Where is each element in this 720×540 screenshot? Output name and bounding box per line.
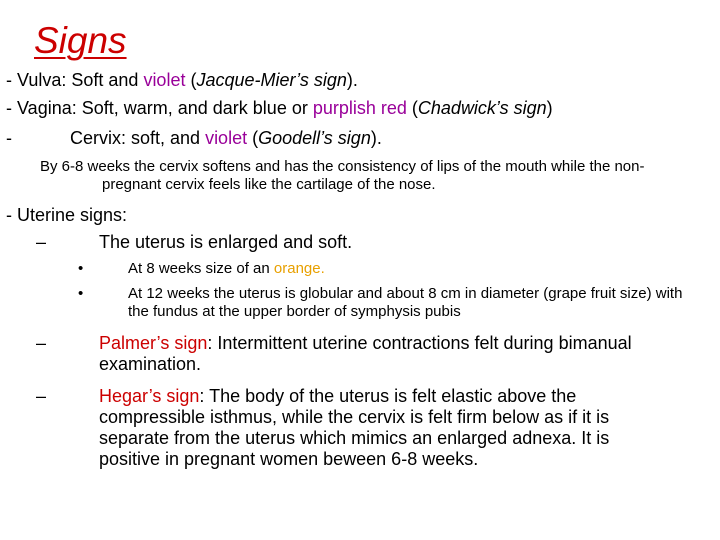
page-title: Signs (34, 20, 127, 61)
vagina-text-paren: ( (406, 98, 418, 118)
cervix-bullet: - (6, 128, 12, 148)
vulva-text: Vulva: Soft and (17, 70, 144, 90)
cervix-text-paren: ( (247, 128, 259, 148)
vulva-text-end: ). (346, 70, 358, 90)
hegar-dash: – (36, 386, 47, 406)
palmer-dash: – (36, 333, 47, 353)
vulva-color-highlight: violet (143, 70, 186, 90)
hegar-text: : The body of the uterus is felt elastic above the compressible isthmus, while the cervix is felt firm below as if it is separate from the uterus which mimics an enlarged adnexa. It is positive in pregnant women beween 6-8 weeks. (99, 386, 610, 469)
bullet-dash: - (6, 70, 12, 90)
uterine-bullet-2: At 12 weeks the uterus is globular and about 8 cm in diameter (grape fruit size) with the fundus at the upper border of symphysis pubis (128, 285, 683, 320)
cervix-sign-name: Goodell’s sign (258, 128, 371, 148)
uterine-sub: The uterus is enlarged and soft. (99, 232, 353, 252)
cervix-text-end: ). (370, 128, 382, 148)
uterine-heading: - Uterine signs: (6, 205, 128, 225)
uterine-bullet-1 (128, 260, 325, 278)
hegar-sign-name: Hegar’s sign (99, 386, 200, 406)
cervix-color-highlight: violet (205, 128, 248, 148)
vagina-color-highlight: purplish red (312, 98, 407, 118)
vagina-text: Vagina: Soft, warm, and dark blue or (17, 98, 313, 118)
vagina-line (6, 98, 553, 119)
hegar-paragraph (99, 386, 669, 470)
cervix-line (70, 128, 382, 149)
vulva-text-paren: ( (185, 70, 197, 90)
bullet-dash: - (6, 98, 12, 118)
palmer-sign-name: Palmer’s sign (99, 333, 208, 353)
palmer-text: : Intermittent uterine contractions felt during bimanual examination. (99, 333, 632, 374)
vagina-text-end: ) (546, 98, 553, 118)
vagina-sign-name: Chadwick’s sign (417, 98, 547, 118)
cervix-text: Cervix: soft, and (70, 128, 206, 148)
vulva-sign-name: Jacque-Mier’s sign (196, 70, 347, 90)
palmer-paragraph (99, 333, 699, 375)
orange-highlight: orange. (273, 260, 325, 277)
bullet1-text: At 8 weeks size of an (128, 260, 274, 277)
bullet-dot: • (78, 285, 84, 302)
vulva-line (6, 70, 358, 91)
sub-dash: – (36, 232, 47, 252)
bullet-dot: • (78, 260, 84, 277)
cervix-note-line2: pregnant cervix feels like the cartilage of the nose. (102, 176, 436, 193)
cervix-note-line1: By 6-8 weeks the cervix softens and has the consistency of lips of the mouth while the non- (40, 158, 645, 175)
